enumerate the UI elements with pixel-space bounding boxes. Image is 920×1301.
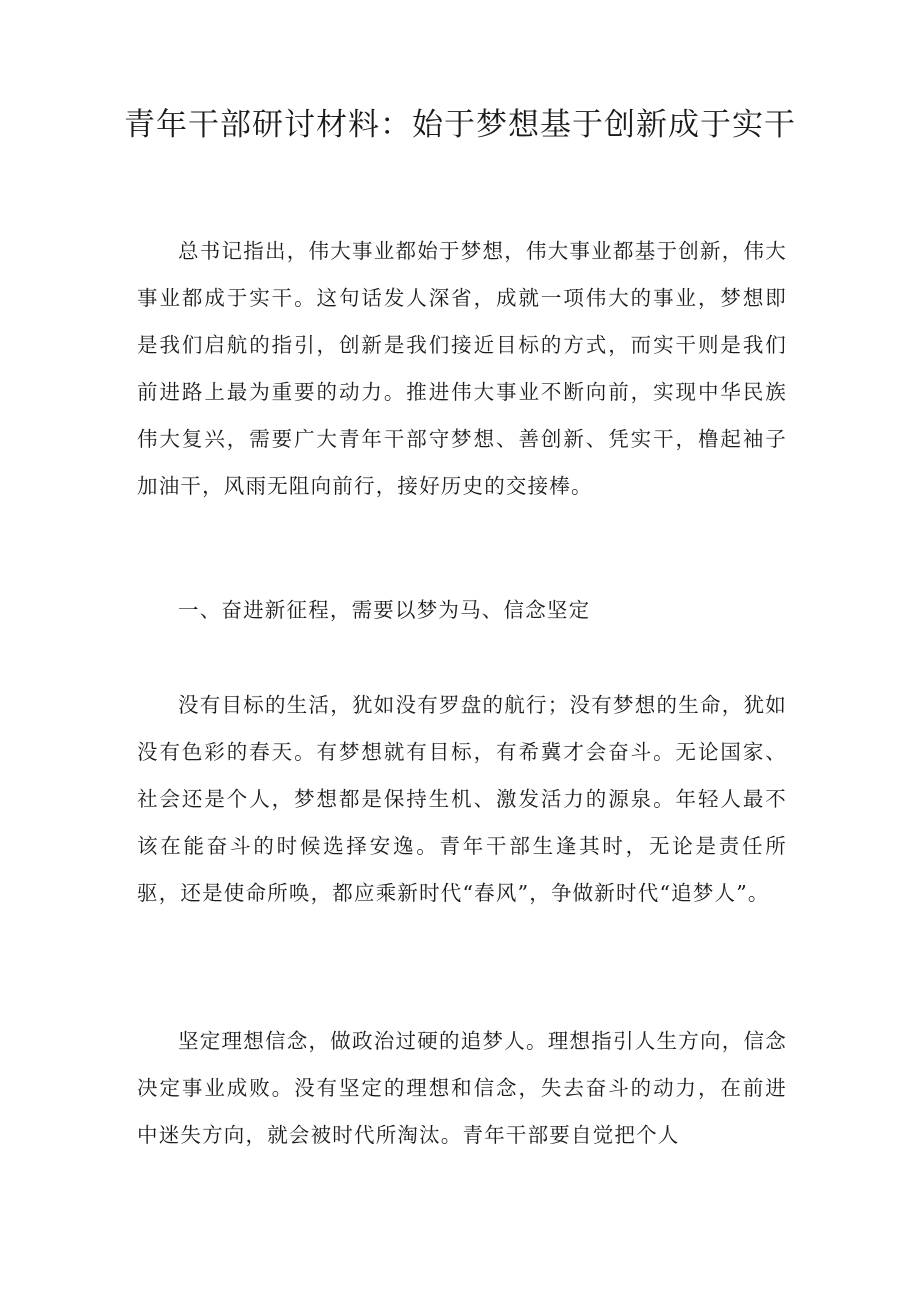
section-heading-1: 一、奋进新征程，需要以梦为马、信念坚定 bbox=[178, 598, 591, 622]
paragraph-dream: 没有目标的生活，犹如没有罗盘的航行；没有梦想的生命，犹如没有色彩的春天。有梦想就有目标，有希冀才会奋斗。无论国家、社会还是个人，梦想都是保持生机、激发活力的源泉。年轻人最不该在能奋斗的时候选择安逸。青年干部生逢其时，无论是责任所驱，还是使命所唤，都应乘新时代“春风”，争做新时代“追梦人”。 bbox=[137, 693, 787, 905]
document-title: 青年干部研讨材料：始于梦想基于创新成于实干 bbox=[124, 107, 796, 143]
paragraph-intro: 总书记指出，伟大事业都始于梦想，伟大事业都基于创新，伟大事业都成于实干。这句话发人深省，成就一项伟大的事业，梦想即是我们启航的指引，创新是我们接近目标的方式，而实干则是我们前进路上最为重要的动力。推进伟大事业不断向前，实现中华民族伟大复兴，需要广大青年干部守梦想、善创新、凭实干，橹起袖子加油干，风雨无阻向前行，接好历史的交接棒。 bbox=[137, 239, 787, 498]
paragraph-belief: 坚定理想信念，做政治过硬的追梦人。理想指引人生方向，信念决定事业成败。没有坚定的理想和信念，失去奋斗的动力，在前进中迷失方向，就会被时代所淘汰。青年干部要自觉把个人 bbox=[137, 1029, 787, 1147]
